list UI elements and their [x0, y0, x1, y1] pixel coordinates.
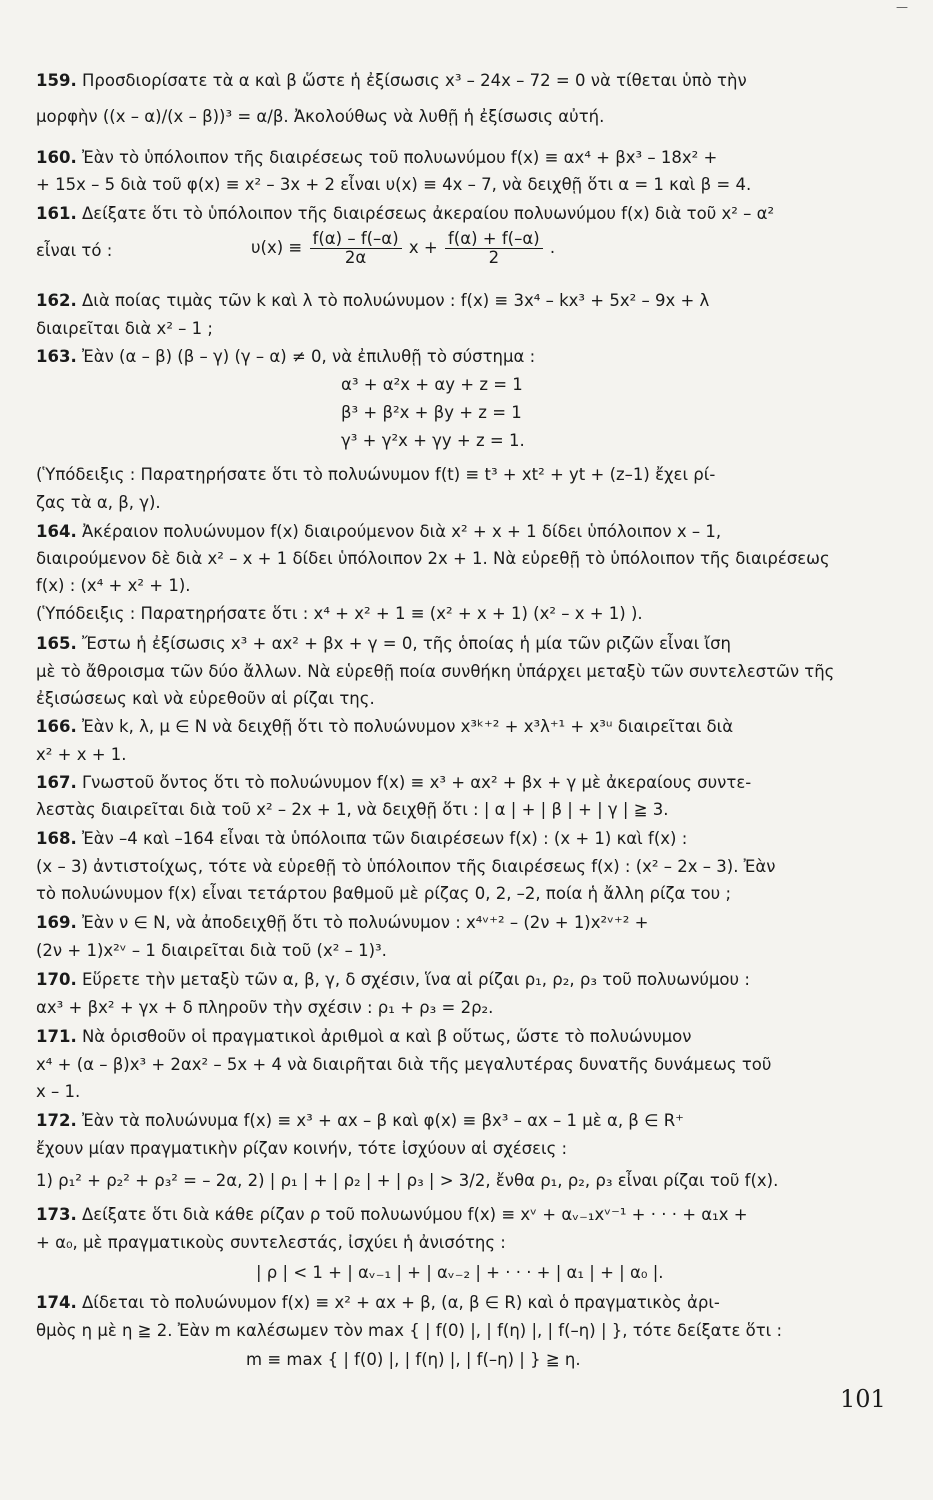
- problem-171-line-3: x – 1.: [36, 1082, 81, 1101]
- problem-number: 168.: [36, 829, 77, 848]
- problem-159-line-2: μορφὴν ((x – α)/(x – β))³ = α/β. Ἀκολούθως νὰ λυθῇ ἡ ἐξίσωσις αὐτή.: [36, 107, 605, 126]
- problem-number: 170.: [36, 970, 77, 989]
- problem-162-line-1: 162. Διὰ ποίας τιμὰς τῶν k καὶ λ τὸ πολυώνυμον : f(x) ≡ 3x⁴ – kx³ + 5x² – 9x + λ: [36, 291, 710, 310]
- problem-168-line-3: τὸ πολυώνυμον f(x) εἶναι τετάρτου βαθμοῦ μὲ ρίζας 0, 2, –2, ποία ἡ ἄλλη ρίζα του ;: [36, 884, 731, 903]
- problem-172-line-3: 1) ρ₁² + ρ₂² + ρ₃² = – 2α, 2) | ρ₁ | + | ρ₂ | + | ρ₃ | > 3/2, ἔνθα ρ₁, ρ₂, ρ₃ εἶναι ρίζαι τοῦ f(x).: [36, 1171, 779, 1190]
- problem-170-line-1: 170. Εὕρετε τὴν μεταξὺ τῶν α, β, γ, δ σχέσιν, ἵνα αἱ ρίζαι ρ₁, ρ₂, ρ₃ τοῦ πολυωνύμου :: [36, 970, 750, 989]
- fraction: $\frac{f(\alpha) - f(-\alpha)}{2\alpha}$: [310, 230, 402, 267]
- problem-164-line-3: f(x) : (x⁴ + x² + 1).: [36, 576, 191, 595]
- hint-163-line-2: ζας τὰ α, β, γ).: [36, 493, 161, 512]
- system-eq-3: γ³ + γ²x + γy + z = 1.: [341, 431, 525, 450]
- problem-167-line-2: λεστὰς διαιρεῖται διὰ τοῦ x² – 2x + 1, νὰ δειχθῇ ὅτι : | α | + | β | + | γ | ≧ 3.: [36, 800, 669, 819]
- problem-168-line-2: (x – 3) ἀντιστοίχως, τότε νὰ εὑρεθῇ τὸ ὑπόλοιπον τῆς διαιρέσεως f(x) : (x² – 2x – 3). Ἐὰν: [36, 857, 776, 876]
- problem-160-line-1: 160. Ἐὰν τὸ ὑπόλοιπον τῆς διαιρέσεως τοῦ πολυωνύμου f(x) ≡ αx⁴ + βx³ – 18x² +: [36, 148, 718, 167]
- formula-161: υ(x) ≡ $\frac{f(\alpha) - f(-\alpha)}{2\alpha}$ x + $\frac{f(\alpha) + f(-\alpha)}{2}$ .: [251, 229, 556, 267]
- problem-159-line-1: 159. Προσδιορίσατε τὰ α καὶ β ὥστε ἡ ἐξίσωσις x³ – 24x – 72 = 0 νὰ τίθεται ὑπὸ τὴν: [36, 71, 747, 90]
- problem-164-line-4: (Ὑπόδειξις : Παρατηρήσατε ὅτι : x⁴ + x² + 1 ≡ (x² + x + 1) (x² – x + 1) ).: [36, 604, 643, 623]
- problem-173-line-2: + α₀, μὲ πραγματικοὺς συντελεστάς, ἰσχύει ἡ ἀνισότης :: [36, 1233, 506, 1252]
- problem-166-line-1: 166. Ἐὰν k, λ, μ ∈ N νὰ δειχθῇ ὅτι τὸ πολυώνυμον x³ᵏ⁺² + x³λ⁺¹ + x³ᵘ διαιρεῖται διὰ: [36, 717, 734, 736]
- problem-174-line-2: θμὸς η μὲ η ≧ 2. Ἐὰν m καλέσωμεν τὸν max { | f(0) |, | f(η) |, | f(–η) | }, τότε δείξατε ὅτι :: [36, 1321, 783, 1340]
- system-eq-2: β³ + β²x + βy + z = 1: [341, 403, 522, 422]
- problem-168-line-1: 168. Ἐὰν –4 καὶ –164 εἶναι τὰ ὑπόλοιπα τῶν διαιρέσεων f(x) : (x + 1) καὶ f(x) :: [36, 829, 688, 848]
- problem-163-line-1: 163. Ἐὰν (α – β) (β – γ) (γ – α) ≠ 0, νὰ ἐπιλυθῇ τὸ σύστημα :: [36, 347, 536, 366]
- problem-169-line-2: (2ν + 1)x²ᵛ – 1 διαιρεῖται διὰ τοῦ (x² – 1)³.: [36, 941, 387, 960]
- problem-173-line-1: 173. Δείξατε ὅτι διὰ κάθε ρίζαν ρ τοῦ πολυωνύμου f(x) ≡ xᵛ + αᵥ₋₁xᵛ⁻¹ + · · · + α₁x +: [36, 1205, 748, 1224]
- problem-number: 173.: [36, 1205, 77, 1224]
- problem-165-line-1: 165. Ἔστω ἡ ἐξίσωσις x³ + αx² + βx + γ = 0, τῆς ὁποίας ἡ μία τῶν ριζῶν εἶναι ἴση: [36, 634, 732, 653]
- page-number: 101: [840, 1385, 886, 1413]
- problem-160-line-2: + 15x – 5 διὰ τοῦ φ(x) ≡ x² – 3x + 2 εἶναι υ(x) ≡ 4x – 7, νὰ δειχθῇ ὅτι α = 1 καὶ β = 4.: [36, 175, 752, 194]
- problem-171-line-1: 171. Νὰ ὁρισθοῦν οἱ πραγματικοὶ ἀριθμοὶ α καὶ β οὕτως, ὥστε τὸ πολυώνυμον: [36, 1027, 692, 1046]
- problem-172-line-2: ἔχουν μίαν πραγματικὴν ρίζαν κοινήν, τότε ἰσχύουν αἱ σχέσεις :: [36, 1139, 568, 1158]
- problem-161-line-1: 161. Δείξατε ὅτι τὸ ὑπόλοιπον τῆς διαιρέσεως ἀκεραίου πολυωνύμου f(x) διὰ τοῦ x² – α²: [36, 204, 775, 223]
- problem-number: 172.: [36, 1111, 77, 1130]
- problem-number: 166.: [36, 717, 77, 736]
- system-eq-1: α³ + α²x + αy + z = 1: [341, 375, 523, 394]
- problem-number: 165.: [36, 634, 77, 653]
- problem-162-line-2: διαιρεῖται διὰ x² – 1 ;: [36, 319, 213, 338]
- problem-169-line-1: 169. Ἐὰν ν ∈ N, νὰ ἀποδειχθῇ ὅτι τὸ πολυώνυμον : x⁴ᵛ⁺² – (2ν + 1)x²ᵛ⁺² +: [36, 913, 649, 932]
- problem-161-line-2: εἶναι τό :: [36, 241, 113, 260]
- inequality-174: m ≡ max { | f(0) |, | f(η) |, | f(–η) | } ≧ η.: [246, 1350, 581, 1369]
- problem-172-line-1: 172. Ἐὰν τὰ πολυώνυμα f(x) ≡ x³ + αx – β καὶ φ(x) ≡ βx³ – αx – 1 μὲ α, β ∈ R⁺: [36, 1111, 684, 1130]
- problem-167-line-1: 167. Γνωστοῦ ὄντος ὅτι τὸ πολυώνυμον f(x) ≡ x³ + αx² + βx + γ μὲ ἀκεραίους συντε-: [36, 773, 752, 792]
- problem-number: 174.: [36, 1293, 77, 1312]
- problem-174-line-1: 174. Δίδεται τὸ πολυώνυμον f(x) ≡ x² + αx + β, (α, β ∈ R) καὶ ὁ πραγματικὸς ἀρι-: [36, 1293, 720, 1312]
- problem-number: 167.: [36, 773, 77, 792]
- problem-165-line-2: μὲ τὸ ἄθροισμα τῶν δύο ἄλλων. Νὰ εὑρεθῇ ποία συνθήκη ὑπάρχει μεταξὺ τῶν συντελεστῶν τῆς: [36, 662, 835, 681]
- problem-number: 171.: [36, 1027, 77, 1046]
- problem-number: 169.: [36, 913, 77, 932]
- fraction: $\frac{f(\alpha) + f(-\alpha)}{2}$: [445, 230, 543, 267]
- problem-number: 164.: [36, 522, 77, 541]
- problem-number: 161.: [36, 204, 77, 223]
- problem-165-line-3: ἐξισώσεως καὶ νὰ εὑρεθοῦν αἱ ρίζαι της.: [36, 689, 375, 708]
- corner-mark: —: [896, 0, 908, 14]
- problem-number: 162.: [36, 291, 77, 310]
- hint-163-line-1: (Ὑπόδειξις : Παρατηρήσατε ὅτι τὸ πολυώνυμον f(t) ≡ t³ + xt² + yt + (z–1) ἔχει ρί-: [36, 465, 716, 484]
- inequality-173: | ρ | < 1 + | αᵥ₋₁ | + | αᵥ₋₂ | + · · · + | α₁ | + | α₀ |.: [256, 1263, 664, 1282]
- problem-164-line-1: 164. Ἀκέραιον πολυώνυμον f(x) διαιρούμενον διὰ x² + x + 1 δίδει ὑπόλοιπον x – 1,: [36, 522, 722, 541]
- problem-164-line-2: διαιρούμενον δὲ διὰ x² – x + 1 δίδει ὑπόλοιπον 2x + 1. Νὰ εὑρεθῇ τὸ ὑπόλοιπον τῆς διαιρέσεως: [36, 549, 830, 568]
- problem-number: 159.: [36, 71, 77, 90]
- problem-number: 160.: [36, 148, 77, 167]
- problem-171-line-2: x⁴ + (α – β)x³ + 2αx² – 5x + 4 νὰ διαιρῆται διὰ τῆς μεγαλυτέρας δυνατῆς δυνάμεως τοῦ: [36, 1055, 772, 1074]
- problem-number: 163.: [36, 347, 77, 366]
- problem-166-line-2: x² + x + 1.: [36, 745, 127, 764]
- problem-170-line-2: αx³ + βx² + γx + δ πληροῦν τὴν σχέσιν : ρ₁ + ρ₃ = 2ρ₂.: [36, 998, 494, 1017]
